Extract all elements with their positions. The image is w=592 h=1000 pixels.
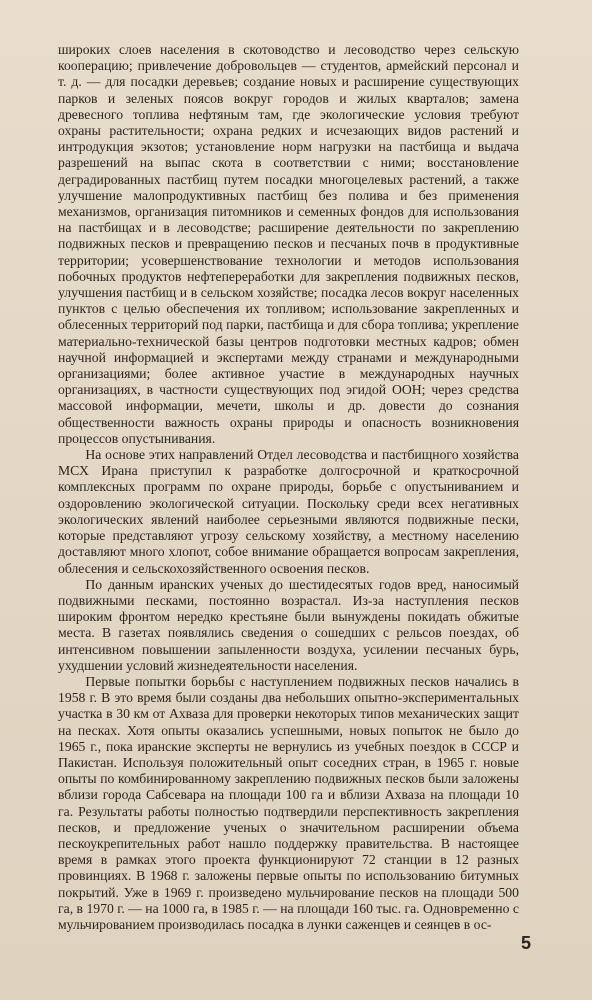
paragraph-3: По данным иранских ученых до шестидесятых годов вред, наносимый подвижными песками, постоянно возрастал. Из-за наступления песков широким фронтом нередко крестьяне были вынуждены покидать обжитые места. В газетах появлялись сведения о сошедших с рельсов поездах, об интенсивном повышении запыленности воздуха, усилении песчаных бурь, ухудшении условий жизнедеятельности населения. [58,576,519,673]
page-number: 5 [521,933,532,953]
body-text [58,42,519,933]
paragraph-4: Первые попытки борьбы с наступлением подвижных песков начались в 1958 г. В это время были созданы два небольших опытно-экспериментальных участка в 30 км от Ахваза для проверки некоторых типов механических защит на песках. Хотя опыты оказались успешными, новых попыток не было до 1965 г., пока иранские эксперты не вернулись из учебных поездок в СССР и Пакистан. Используя положительный опыт соседних стран, в 1965 г. новые опыты по комбинированному закреплению подвижных песков были заложены вблизи города Сабсевара на площади 100 га и вблизи Ахваза на площади 10 га. Результаты работы полностью подтвердили перспективность закрепления песков, и предложение ученых о значительном расширении объема пескоукрепительных работ нашло поддержку правительства. В настоящее время в рамках этого проекта функционируют 72 станции в 12 разных провинциях. В 1968 г. заложены первые опыты по использованию битумных покрытий. Уже в 1969 г. произведено мульчирование песков на площади 500 га, в 1970 г. — на 1000 га, в 1985 г. — на площади 160 тыс. га. Одновременно с мульчированием производилась посадка в лунки саженцев и сеянцев в ос- [58,673,519,932]
paragraph-2: На основе этих направлений Отдел лесоводства и пастбищного хозяйства МСХ Ирана приступил к разработке долгосрочной и краткосрочной комплексных программ по охране природы, борьбе с опустыниванием и оздоровлению экологической ситуации. Поскольку среди всех негативных экологических явлений наиболее серьезными являются подвижные пески, которые представляют угрозу сельскому хозяйству, а местному населению доставляют много хлопот, собое внимание обращается вопросам закрепления, облесения и сельскохозяйственного освоения песков. [58,447,519,576]
paragraph-1: широких слоев населения в скотоводство и лесоводство через сельскую кооперацию; привлечение добровольцев — студентов, армейский персонал и т. д. — для посадки деревьев; создание новых и расширение существующих парков и зеленых поясов вокруг городов и жилых кварталов; замена древесного топлива нефтяным там, где экологические условия требуют охраны растительности; охрана редких и исчезающих видов растений и интродукция экзотов; установление норм нагрузки на пастбища и выдача разрешений на выпас скота в соответствии с ними; восстановление деградированных пастбищ путем посадки многоцелевых растений, а также улучшение малопродуктивных пастбищ без полива и без применения механизмов, организация питомников и семенных фондов для использования на пастбищах и в лесоводстве; расширение деятельности по закреплению подвижных песков и превращению песков и песчаных почв в продуктивные территории; усовершенствование технологии и методов использования побочных продуктов нефтепереработки для закрепления подвижных песков, улучшения пастбищ и в сельском хозяйстве; посадка лесов вокруг населенных пунктов с целью обеспечения их топливом; использование закрепленных и облесенных территорий под парки, пастбища и для сбора топлива; укрепление материально-технической базы центров подготовки местных кадров; обмен научной информацией и экспертами между странами и международными организациями; более активное участие в международных научных организациях, в частности существующих под эгидой ООН; через средства массовой информации, мечети, школы и др. довести до сознания общественности важность охраны природы и опасность возникновения процессов опустынивания. [58,42,519,446]
